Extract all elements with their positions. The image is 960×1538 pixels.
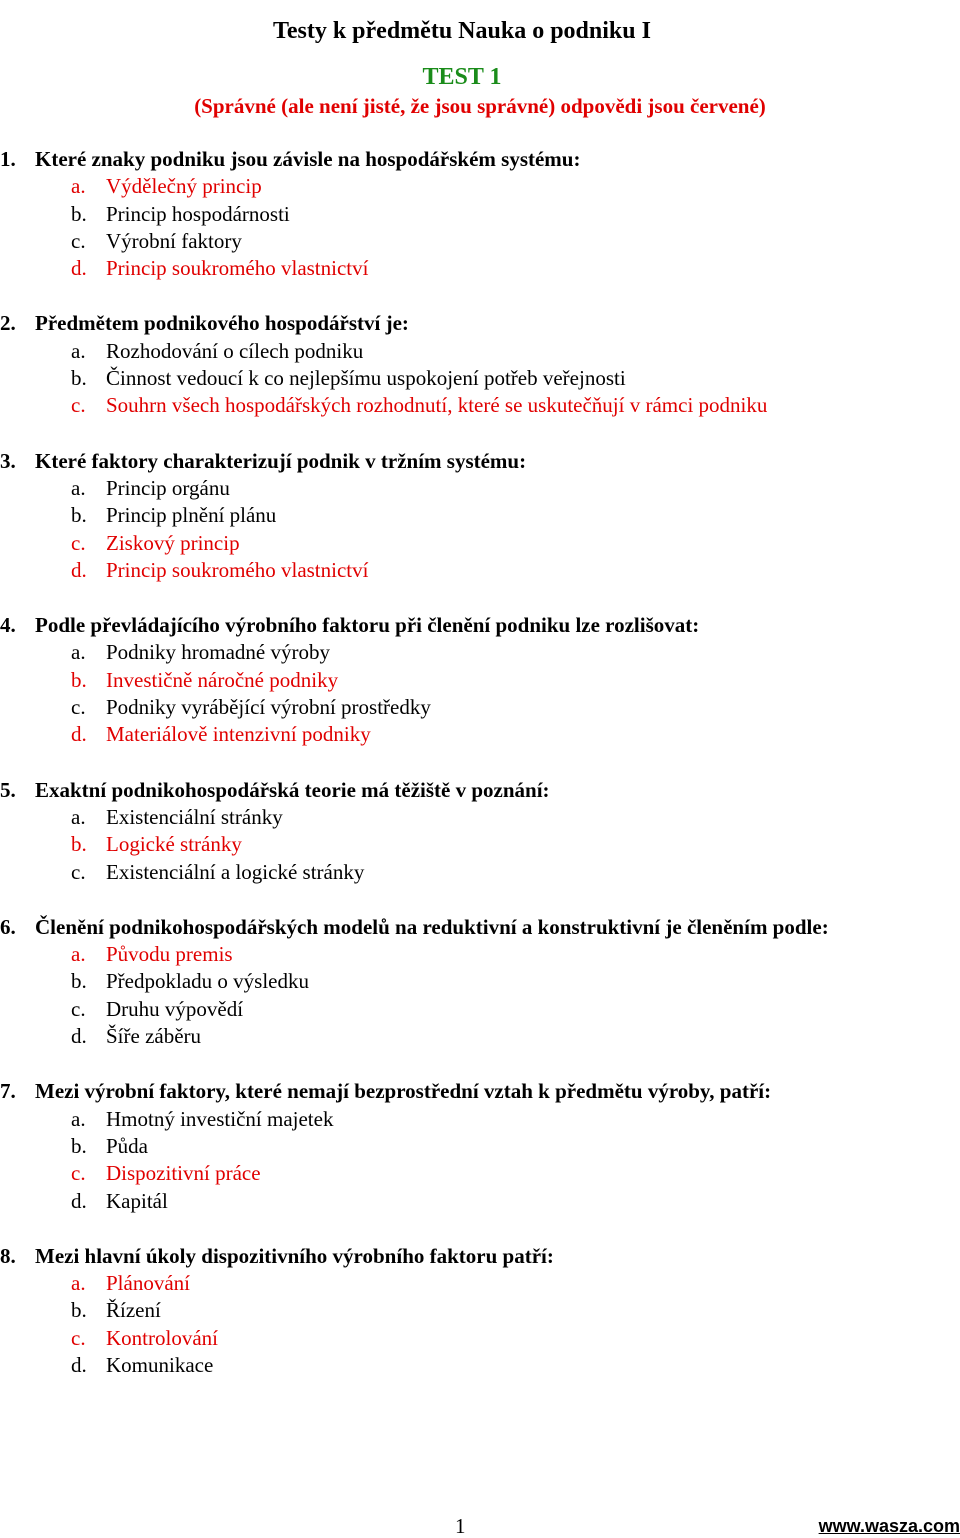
answer-option-correct [0, 255, 960, 282]
answer-list [0, 804, 960, 886]
question-6 [0, 914, 960, 1050]
question-number: 6. [0, 914, 16, 939]
question-list [0, 146, 960, 1407]
question-row [0, 914, 960, 941]
answer-text: Princip plnění plánu [106, 503, 277, 528]
question-number: 5. [0, 777, 16, 802]
question-2 [0, 310, 960, 419]
answer-option [0, 502, 960, 529]
answer-text: Šíře záběru [106, 1024, 202, 1049]
answer-letter: b. [71, 969, 87, 994]
answer-letter: b. [71, 1298, 87, 1323]
question-7 [0, 1078, 960, 1214]
answer-text: Předpokladu o výsledku [106, 969, 309, 994]
question-number: 7. [0, 1079, 16, 1104]
page-number: 1 [455, 1514, 466, 1538]
answer-option [0, 201, 960, 228]
answer-text: Ziskový princip [106, 530, 240, 555]
question-row [0, 1078, 960, 1105]
question-text: Podle převládajícího výrobního faktoru při členění podniku lze rozlišovat: [35, 613, 700, 638]
answer-letter: a. [71, 942, 86, 967]
test-heading: TEST 1 [422, 64, 502, 90]
answer-text: Dispozitivní práce [106, 1161, 261, 1186]
answer-letter: b. [71, 366, 87, 391]
question-number: 3. [0, 448, 16, 473]
answer-text: Investičně náročné podniky [106, 667, 339, 692]
answer-letter: b. [71, 1133, 87, 1158]
answer-text: Existenciální stránky [106, 804, 283, 829]
answer-option [0, 365, 960, 392]
answer-option [0, 1106, 960, 1133]
answer-option [0, 804, 960, 831]
question-text: Členění podnikohospodářských modelů na reduktivní a konstruktivní je členěním podle: [35, 914, 829, 939]
answer-letter: a. [71, 174, 86, 199]
answer-text: Princip soukromého vlastnictví [106, 557, 369, 582]
question-5 [0, 777, 960, 886]
answer-letter: b. [71, 503, 87, 528]
answer-option [0, 1023, 960, 1050]
answer-list [0, 639, 960, 748]
answer-text: Plánování [106, 1271, 190, 1296]
answer-option [0, 475, 960, 502]
answer-letter: c. [71, 393, 86, 418]
answer-letter: c. [71, 1325, 86, 1350]
answer-list [0, 1270, 960, 1379]
answer-letter: d. [71, 1352, 87, 1377]
question-text: Předmětem podnikového hospodářství je: [35, 311, 409, 336]
answer-option-correct [0, 173, 960, 200]
question-1 [0, 146, 960, 282]
answer-option [0, 1133, 960, 1160]
question-8 [0, 1243, 960, 1379]
answer-text: Princip hospodárnosti [106, 201, 290, 226]
question-row [0, 146, 960, 173]
answer-letter: a. [71, 640, 86, 665]
answer-text: Rozhodování o cílech podniku [106, 338, 364, 363]
answer-option-correct [0, 1325, 960, 1352]
answer-option [0, 996, 960, 1023]
answer-list [0, 475, 960, 584]
answer-letter: b. [71, 667, 87, 692]
test-note: (Správné (ale není jisté, že jsou správné) odpovědi jsou červené) [194, 94, 766, 118]
page-title: Testy k předmětu Nauka o podniku I [273, 18, 651, 45]
answer-text: Druhu výpovědí [106, 996, 244, 1021]
answer-option-correct [0, 557, 960, 584]
question-text: Které faktory charakterizují podnik v tržním systému: [35, 448, 527, 473]
answer-option [0, 968, 960, 995]
answer-text: Logické stránky [106, 832, 242, 857]
question-text: Mezi hlavní úkoly dispozitivního výrobního faktoru patří: [35, 1243, 554, 1268]
answer-letter: c. [71, 996, 86, 1021]
question-row [0, 612, 960, 639]
answer-letter: c. [71, 228, 86, 253]
answer-text: Princip orgánu [106, 475, 230, 500]
question-text: Exaktní podnikohospodářská teorie má těžiště v poznání: [35, 777, 550, 802]
answer-list [0, 173, 960, 282]
question-4 [0, 612, 960, 748]
answer-letter: c. [71, 530, 86, 555]
answer-text: Činnost vedoucí k co nejlepšímu uspokojení potřeb veřejnosti [106, 366, 626, 391]
answer-text: Podniky hromadné výroby [106, 640, 330, 665]
answer-text: Řízení [106, 1298, 161, 1323]
answer-option-correct [0, 721, 960, 748]
question-row [0, 310, 960, 337]
answer-text: Podniky vyrábějící výrobní prostředky [106, 695, 431, 720]
answer-letter: a. [71, 804, 86, 829]
answer-option-correct [0, 667, 960, 694]
answer-text: Kontrolování [106, 1325, 218, 1350]
answer-letter: c. [71, 695, 86, 720]
answer-list [0, 941, 960, 1050]
answer-option [0, 639, 960, 666]
answer-letter: d. [71, 557, 87, 582]
answer-list [0, 338, 960, 420]
question-row [0, 777, 960, 804]
answer-text: Výdělečný princip [106, 174, 262, 199]
answer-option [0, 694, 960, 721]
answer-letter: b. [71, 201, 87, 226]
answer-letter: c. [71, 1161, 86, 1186]
question-number: 4. [0, 613, 16, 638]
answer-text: Materiálově intenzivní podniky [106, 722, 371, 747]
question-number: 2. [0, 311, 16, 336]
answer-list [0, 1106, 960, 1215]
question-row [0, 1243, 960, 1270]
question-text: Mezi výrobní faktory, které nemají bezprostřední vztah k předmětu výroby, patří: [35, 1079, 772, 1104]
answer-option-correct [0, 941, 960, 968]
answer-text: Komunikace [106, 1352, 214, 1377]
answer-text: Hmotný investiční majetek [106, 1106, 334, 1131]
question-number: 8. [0, 1243, 16, 1268]
answer-option [0, 338, 960, 365]
question-text: Které znaky podniku jsou závisle na hospodářském systému: [35, 147, 581, 171]
answer-option-correct [0, 831, 960, 858]
answer-text: Kapitál [106, 1188, 168, 1213]
question-number: 1. [0, 147, 16, 171]
answer-letter: d. [71, 1188, 87, 1213]
answer-text: Souhrn všech hospodářských rozhodnutí, které se uskutečňují v rámci podniku [106, 393, 768, 418]
answer-letter: d. [71, 256, 87, 281]
answer-letter: d. [71, 1024, 87, 1049]
answer-text: Princip soukromého vlastnictví [106, 256, 369, 281]
answer-option [0, 859, 960, 886]
answer-option-correct [0, 1270, 960, 1297]
question-3 [0, 448, 960, 584]
answer-text: Původu premis [106, 942, 233, 967]
website-link[interactable]: www.wasza.com [818, 1516, 960, 1536]
answer-option [0, 1188, 960, 1215]
answer-option-correct [0, 392, 960, 419]
question-row [0, 448, 960, 475]
answer-option-correct [0, 1160, 960, 1187]
answer-option [0, 1297, 960, 1324]
answer-text: Výrobní faktory [106, 228, 242, 253]
answer-text: Půda [106, 1133, 148, 1158]
answer-letter: a. [71, 338, 86, 363]
answer-option [0, 228, 960, 255]
answer-letter: a. [71, 475, 86, 500]
answer-letter: a. [71, 1106, 86, 1131]
answer-letter: a. [71, 1271, 86, 1296]
answer-text: Existenciální a logické stránky [106, 859, 365, 884]
answer-letter: d. [71, 722, 87, 747]
answer-letter: c. [71, 859, 86, 884]
answer-letter: b. [71, 832, 87, 857]
answer-option-correct [0, 530, 960, 557]
answer-option [0, 1352, 960, 1379]
